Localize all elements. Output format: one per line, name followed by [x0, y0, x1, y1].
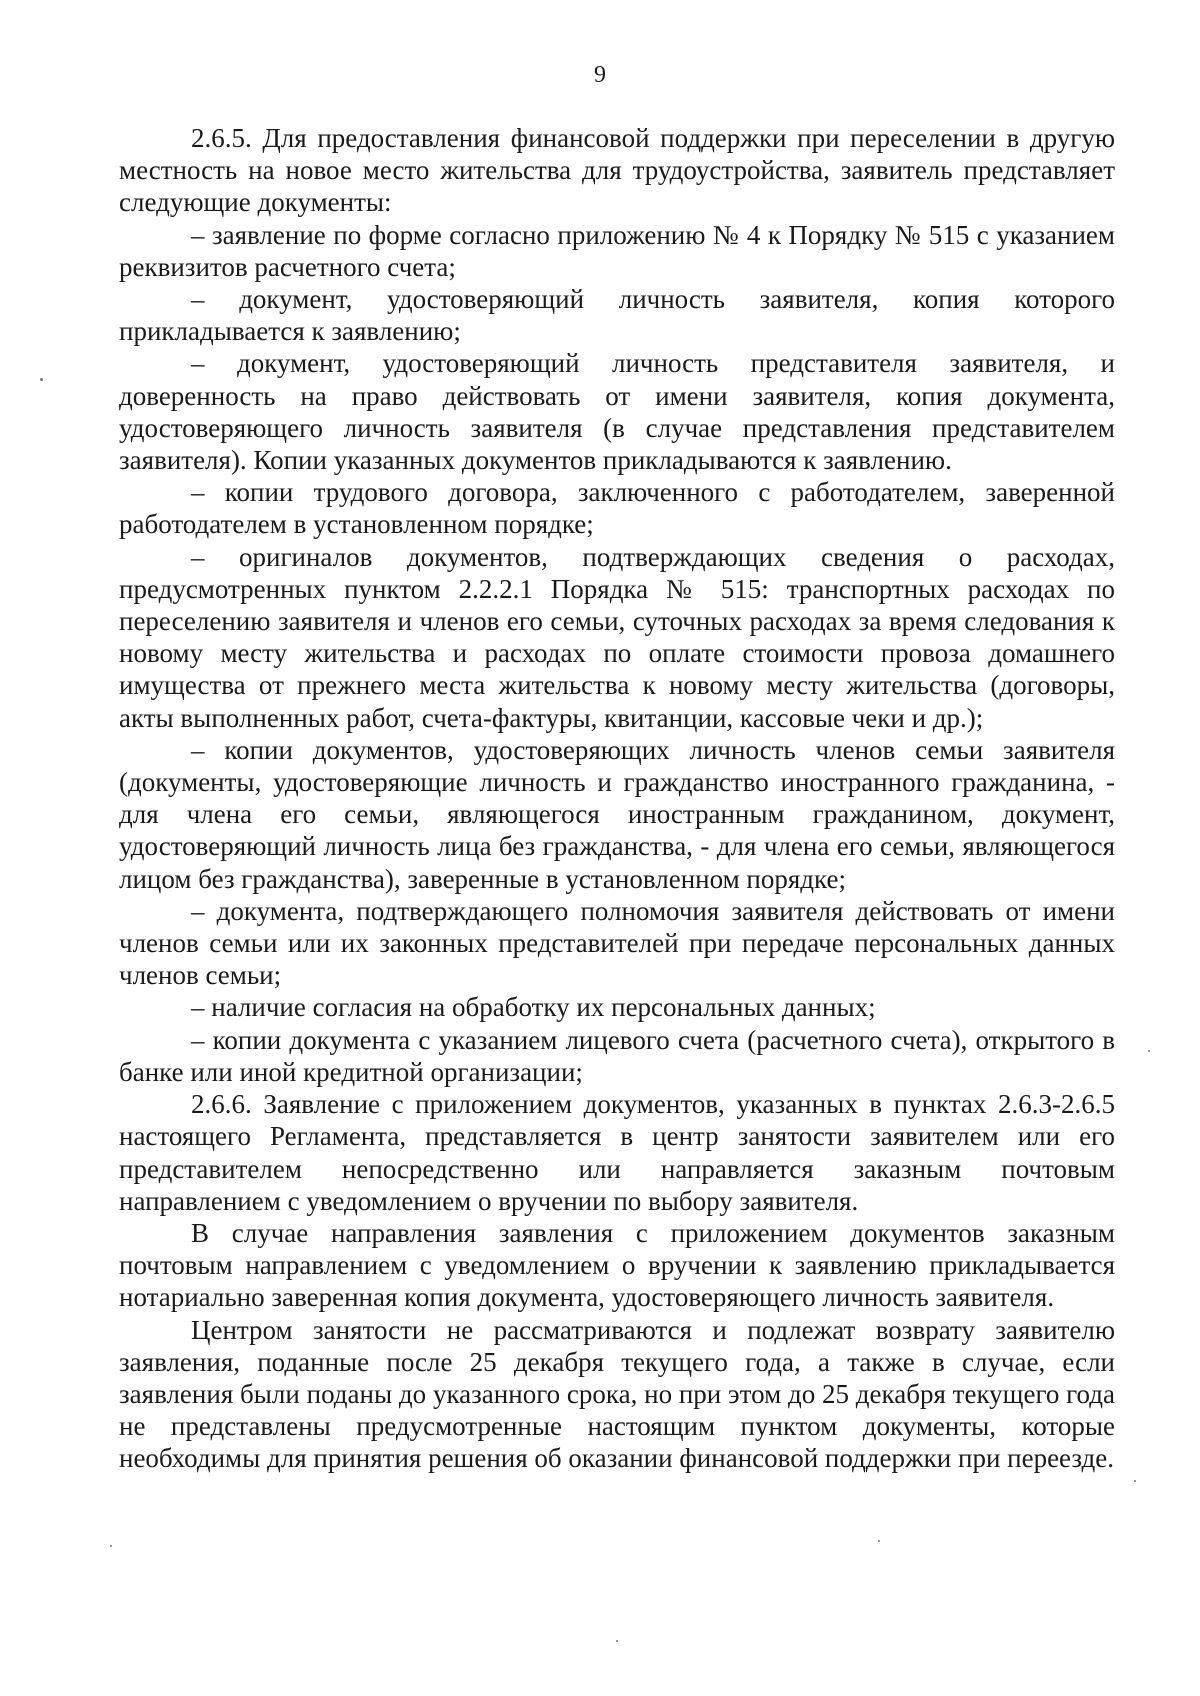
document-body [119, 122, 1115, 1475]
list-item-employment-contract: – копии трудового договора, заключенного с работодателем, заверенной работодателем в установленном порядке; [119, 477, 1115, 540]
list-item-expense-originals: – оригиналов документов, подтверждающих сведения о расходах, предусмотренных пунктом 2.2.2.1 Порядка № 515: транспортных расходах по переселению заявителя и членов его семьи, суточных расходах за время следования к новому месту жительства и расходах по оплате стоимости провоза домашнего имущества от прежнего места жительства к новому месту жительства (договоры, акты выполненных работ, счета-фактуры, квитанции, кассовые чеки и др.); [119, 541, 1115, 733]
list-item-data-consent: – наличие согласия на обработку их персональных данных; [191, 992, 876, 1023]
list-item-bank-account-copy: – копии документа с указанием лицевого счета (расчетного счета), открытого в банке или иной кредитной организации; [119, 1024, 1115, 1087]
list-item-identity-document: – документ, удостоверяющий личность заявителя, копия которого прикладывается к заявлению; [119, 284, 1115, 347]
scan-speck [1134, 1480, 1136, 1482]
paragraph-2-6-5: 2.6.5. Для предоставления финансовой поддержки при переселении в другую местность на новое место жительства для трудоустройства, заявитель представляет следующие документы: [119, 123, 1115, 218]
paragraph-deadline: Центром занятости не рассматриваются и подлежат возврату заявителю заявления, поданные после 25 декабря текущего года, а также в случае, если заявления были поданы до указанного срока, но при этом до 25 декабря текущего года не представлены предусмотренные настоящим пунктом документы, которые необходимы для принятия решения об оказании финансовой поддержки при переезде. [119, 1314, 1115, 1474]
scan-speck [878, 1540, 880, 1542]
scan-speck [616, 1640, 618, 1642]
scan-speck [1148, 1050, 1150, 1052]
list-item-application-form: – заявление по форме согласно приложению № 4 к Порядку № 515 с указанием реквизитов расчетного счета; [119, 219, 1115, 282]
paragraph-postal-submission: В случае направления заявления с приложением документов заказным почтовым направлением с уведомлением о вручении к заявлению прикладывается нотариально заверенная копия документа, удостоверяющего личность заявителя. [119, 1217, 1115, 1313]
scan-speck [40, 378, 43, 381]
list-item-authority-document: – документа, подтверждающего полномочия заявителя действовать от имени членов семьи или их законных представителей при передаче персональных данных членов семьи; [119, 895, 1115, 991]
list-item-representative-documents: – документ, удостоверяющий личность представителя заявителя, и доверенность на право действовать от имени заявителя, копия документа, удостоверяющего личность заявителя (в случае представления представителем заявителя). Копии указанных документов прикладываются к заявлению. [119, 348, 1115, 476]
paragraph-2-6-6: 2.6.6. Заявление с приложением документов, указанных в пунктах 2.6.3-2.6.5 настоящего Регламента, представляется в центр занятости заявителем или его представителем непосредственно или направляется заказным почтовым направлением с уведомлением о вручении по выбору заявителя. [119, 1089, 1115, 1216]
list-item-family-identity-copies: – копии документов, удостоверяющих личность членов семьи заявителя (документы, удостоверяющие личность и гражданство иностранного гражданина, - для члена его семьи, являющегося иностранным гражданином, документ, удостоверяющий личность лица без гражданства, - для члена его семьи, являющегося лицом без гражданства), заверенные в установленном порядке; [119, 734, 1115, 894]
page-number: 9 [594, 62, 606, 88]
scan-speck [110, 1545, 112, 1547]
